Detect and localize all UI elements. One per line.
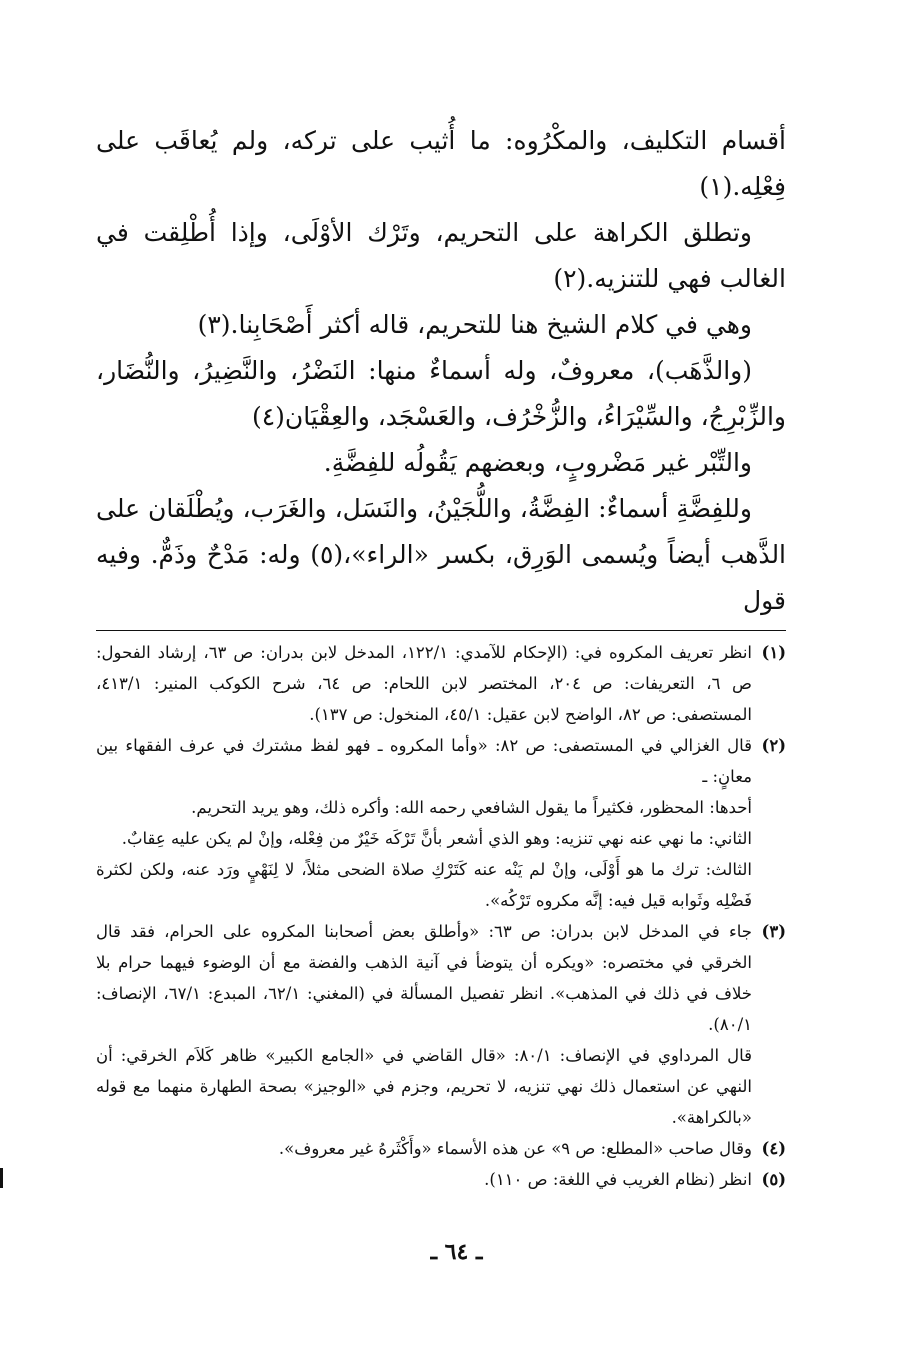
footnote-number	[752, 792, 786, 823]
footnote	[96, 1133, 786, 1164]
footnote	[96, 637, 786, 730]
body-paragraph: وتطلق الكراهة على التحريم، وتَرْك الأوْلَى، وإذا أُطْلِقت في الغالب فهي للتنزيه.(٢)	[96, 218, 786, 293]
footnote	[96, 854, 786, 916]
footnote	[96, 730, 786, 792]
body-paragraph: أقسام التكليف، والمكْرُوه: ما أُثيب على تركه، ولم يُعاقَب على فِعْلِه.(١)	[96, 126, 786, 201]
page-number: ـ ٦٤ ـ	[430, 1239, 483, 1265]
footnote	[96, 823, 786, 854]
footnote-number: (٤)	[761, 1139, 786, 1158]
footnote-number	[752, 1040, 786, 1133]
page-body	[96, 118, 786, 1195]
footnote-number: (١)	[761, 643, 786, 662]
footnote-number	[752, 854, 786, 916]
footnote-text: انظر تعريف المكروه في: (الإحكام للآمدي: ١٢٢/١، المدخل لابن بدران: ص ٦٣، إرشاد الفحول: ص ٦، التعريفات: ص ٢٠٤، المختصر لابن اللحام: ص ٦٤، شرح الكوكب المنير: ٤١٣/١، المستصفى: ص ٨٢، الواضح لابن عقيل: ٤٥/١، المنخول: ص ١٣٧).	[96, 643, 753, 724]
body-paragraph: (والذَّهَب)، معروفٌ، وله أسماءٌ منها: النَضْرُ، والنَّضِيرُ، والنُّضَار، والزِّبْرِجُ، والسِّيْرَاءُ، والزُّخْرُف، والعَسْجَد، والعِقْيَان(٤)	[96, 356, 786, 431]
main-text	[96, 118, 786, 624]
body-paragraph: وللفِضَّةِ أسماءٌ: الفِضَّةُ، واللُّجَيْنُ، والنَسَل، والغَرَب، ويُطْلَقان على الذَّهب أيضاً ويُسمى الوَرِق، بكسر «الراء»،(٥) وله: مَدْحٌ وذَمٌّ. وفيه قول	[96, 494, 787, 615]
footnote-number	[752, 823, 786, 854]
footnotes	[96, 637, 786, 1195]
footnote	[96, 792, 786, 823]
footnote-text: أحدها: المحظور، فكثيراً ما يقول الشافعي رحمه الله: وأكره ذلك، وهو يريد التحريم.	[191, 798, 752, 817]
footnote	[96, 1040, 786, 1133]
footnote-separator	[96, 630, 786, 631]
footnote-number: (٣)	[761, 922, 786, 941]
footnote-text: الثاني: ما نهي عنه نهي تنزيه: وهو الذي أشعر بأنَّ تَرْكَه خَيْرٌ من فِعْله، وإنْ لم يكن عليه عِقابٌ.	[121, 829, 752, 848]
body-paragraph: والتِّبْر غير مَضْروبٍ، وبعضهم يَقُولُه للفِضَّةِ.	[323, 448, 752, 477]
footnote-number: (٢)	[761, 736, 786, 755]
body-paragraph: وهي في كلام الشيخ هنا للتحريم، قاله أكثر أَصْحَابِنا.(٣)	[197, 310, 752, 339]
footnote-text: قال المرداوي في الإنصاف: ٨٠/١: «قال القاضي في «الجامع الكبير» ظاهر كَلاَم الخرقي: أن النهي عن استعمال ذلك نهي تنزيه، لا تحريم، وجزم في «الوجيز» بصحة الطهارة منهما مع قوله «بالكراهة».	[96, 1046, 752, 1127]
footnote-text: قال الغزالي في المستصفى: ص ٨٢: «وأما المكروه ـ فهو لفظ مشترك في عرف الفقهاء بين معانٍ: ـ	[96, 736, 752, 786]
footnote-text: الثالث: ترك ما هو أَوْلَى، وإنْ لم يَنْه عنه كَتَرْكِ صلاة الضحى مثلاً، لا لِنَهْيٍ ورَد عنه، ولكن لكثرة فَضْلِه وثَوابه قيل فيه: إنَّه مكروه تَرْكُه».	[96, 860, 752, 910]
footnote	[96, 1164, 786, 1195]
footnote	[96, 916, 786, 1040]
footnote-text: وقال صاحب «المطلع: ص ٩» عن هذه الأسماء «وأَكْثَرهُ غير معروف».	[278, 1139, 752, 1158]
scan-edge-mark	[0, 1168, 3, 1188]
footnote-text: انظر (نظام الغريب في اللغة: ص ١١٠).	[484, 1170, 752, 1189]
footnote-text: جاء في المدخل لابن بدران: ص ٦٣: «وأطلق بعض أصحابنا المكروه على الحرام، فقد قال الخرقي في مختصره: «ويكره أن يتوضأ في آنية الذهب والفضة مع أن الوضوء فيهما حرام بلا خلاف في ذلك في المذهب». انظر تفصيل المسألة في (المغني: ٦٢/١، المبدع: ٦٧/١، الإنصاف: ٨٠/١).	[96, 922, 752, 1034]
footnote-number: (٥)	[761, 1170, 786, 1189]
